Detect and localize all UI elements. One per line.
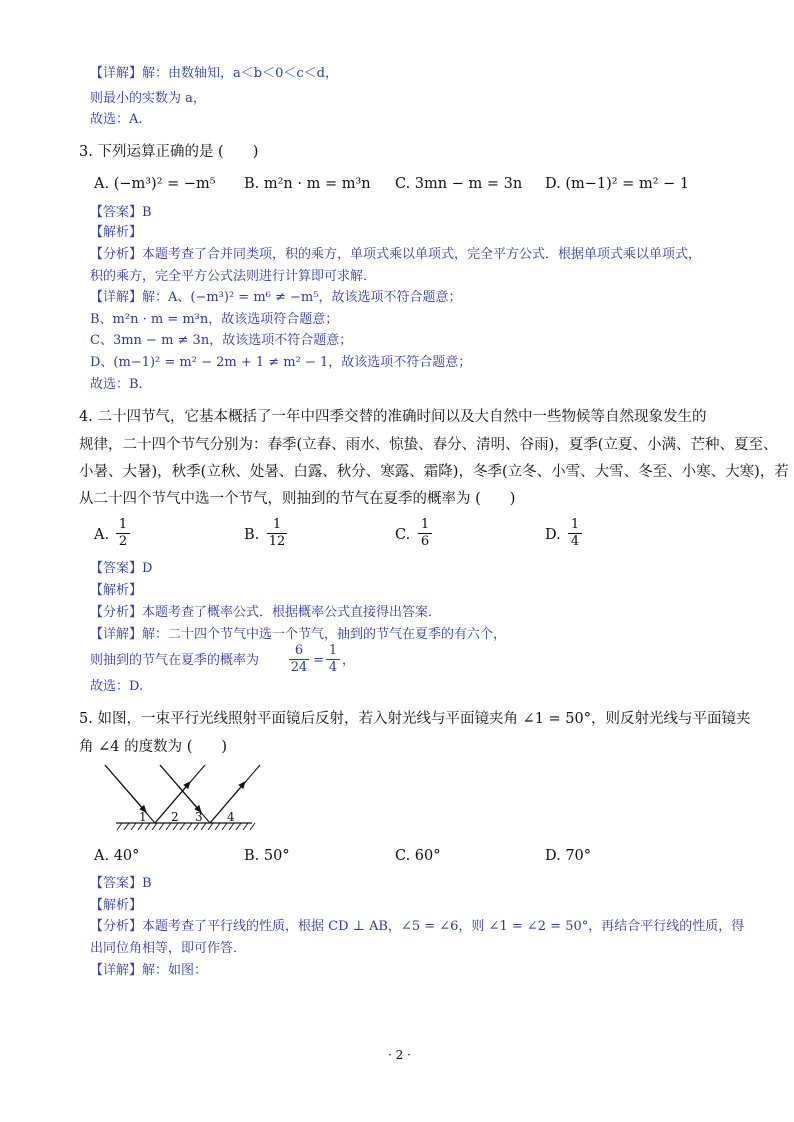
question-5-stem: 5. 如图，一束平行光线照射平面镜后反射，若入射光线与平面镜夹角 ∠1 = 50°，则反射光线与平面镜夹 <box>79 711 751 727</box>
question-5-stem: 角 ∠4 的度数为 ( ) <box>79 739 228 755</box>
question-4-stem: 小暑、大暑)，秋季(立秋、处暑、白露、秋分、寒露、霜降)，冬季(立冬、小雪、大雪、冬至、小寒、大寒)，若 <box>79 464 789 480</box>
q5-analysis: 【分析】本题考查了平行线的性质，根据 CD ⊥ AB，∠5 = ∠6，则 ∠1 = ∠2 = 50°，再结合平行线的性质，得 <box>90 919 745 934</box>
mirror-reflection-diagram <box>100 760 265 835</box>
q4-detail: 故选：D. <box>90 679 144 694</box>
q4-detail: 【详解】解：二十四个节气中选一个节气，抽到的节气在夏季的有六个， <box>90 627 507 642</box>
question-4-stem: 规律，二十四个节气分别为：春季(立春、雨水、惊蛰、春分、清明、谷雨)，夏季(立夏、小满、芒种、夏至、 <box>79 437 778 453</box>
q5-answer: 【答案】B <box>90 876 152 891</box>
q4-detail: 则抽到的节气在夏季的概率为 <box>90 653 260 668</box>
q4-analysis-label: 【解析】 <box>90 583 143 598</box>
question-3-stem: 3. 下列运算正确的是 ( ) <box>79 144 259 160</box>
angle-label-3: 3 <box>195 810 203 824</box>
q4-option-c: C. <box>395 527 411 543</box>
angle-label-2: 2 <box>171 810 179 824</box>
q4-option-b: B. <box>244 527 260 543</box>
q3-option-b: B. m²n · m = m³n <box>244 176 371 192</box>
q3-detail: B、m²n · m = m³n，故该选项符合题意； <box>90 312 339 327</box>
q3-detail: C、3mn − m ≠ 3n，故该选项不符合题意； <box>90 333 353 348</box>
q5-option-c: C. 60° <box>395 848 441 864</box>
q4-analysis: 【分析】本题考查了概率公式．根据概率公式直接得出答案． <box>90 605 442 620</box>
q4-detail-fraction: 1 4 <box>326 644 340 675</box>
solution-line: 则最小的实数为 a， <box>90 91 206 106</box>
q5-detail: 【详解】解：如图： <box>90 963 208 978</box>
q4-detail-equals: = <box>313 653 324 668</box>
q4-option-c-fraction: 1 6 <box>418 518 432 549</box>
angle-label-4: 4 <box>227 810 235 824</box>
q4-option-d: D. <box>545 527 561 543</box>
question-4-stem: 从二十四个节气中选一个节气，则抽到的节气在夏季的概率为 ( ) <box>79 491 516 507</box>
q3-detail: 【详解】解：A、(−m³)² = m⁶ ≠ −m⁵，故该选项不符合题意； <box>90 290 462 305</box>
q3-option-c: C. 3mn − m = 3n <box>395 176 523 192</box>
q4-answer: 【答案】D <box>90 561 153 576</box>
q3-answer: 【答案】B <box>90 205 152 220</box>
q3-analysis-label: 【解析】 <box>90 225 143 240</box>
q3-option-d: D. (m−1)² = m² − 1 <box>545 176 690 192</box>
q4-option-d-fraction: 1 4 <box>568 518 582 549</box>
q4-detail-comma: ， <box>342 653 356 668</box>
q5-analysis-label: 【解析】 <box>90 898 143 913</box>
q5-option-d: D. 70° <box>545 848 592 864</box>
q4-option-a: A. <box>94 527 110 543</box>
q3-analysis: 【分析】本题考查了合并同类项，积的乘方，单项式乘以单项式，完全平方公式．根据单项式乘以单项式， <box>90 247 702 262</box>
q3-detail: 故选：B. <box>90 377 143 392</box>
solution-line: 【详解】解：由数轴知，a＜b＜0＜c＜d， <box>90 66 338 81</box>
q3-analysis: 积的乘方，完全平方公式法则进行计算即可求解． <box>90 269 377 284</box>
q5-option-b: B. 50° <box>244 848 290 864</box>
q4-detail-fraction: 6 24 <box>290 643 308 675</box>
page-number: · 2 · <box>388 1048 411 1062</box>
solution-line: 故选：A. <box>90 112 143 127</box>
q4-option-b-fraction: 1 12 <box>268 517 286 549</box>
q4-option-a-fraction: 1 2 <box>116 518 130 549</box>
q3-option-a: A. (−m³)² = −m⁵ <box>94 176 216 192</box>
q5-analysis: 出同位角相等，即可作答． <box>90 941 247 956</box>
angle-label-1: 1 <box>139 810 147 824</box>
q3-detail: D、(m−1)² = m² − 2m + 1 ≠ m² − 1，故该选项不符合题意； <box>90 355 472 370</box>
question-4-stem: 4. 二十四节气，它基本概括了一年中四季交替的准确时间以及大自然中一些物候等自然现象发生的 <box>79 409 707 425</box>
q5-option-a: A. 40° <box>94 848 140 864</box>
